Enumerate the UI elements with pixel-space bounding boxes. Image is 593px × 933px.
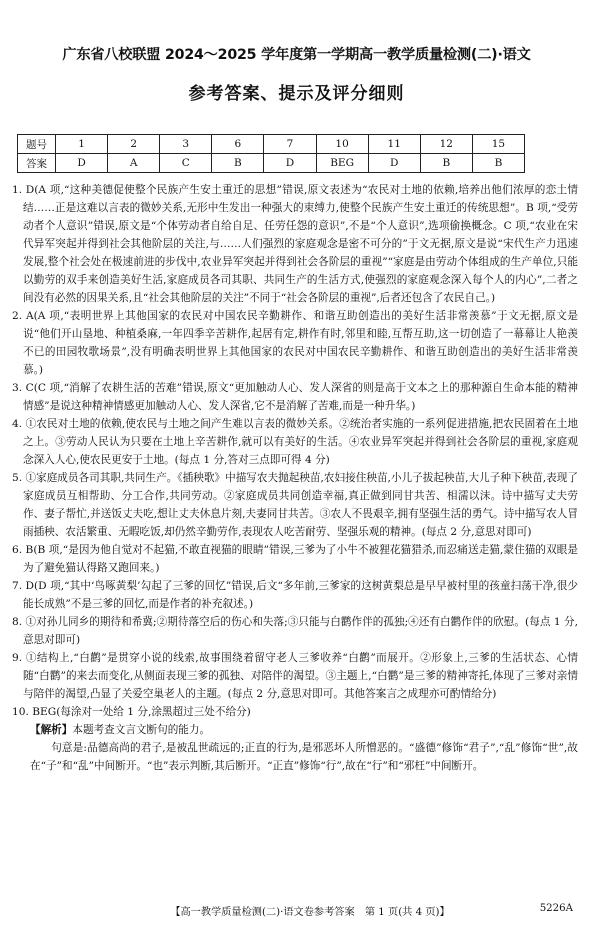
question-number: 3 [160, 135, 212, 154]
answer-letter: D [368, 154, 420, 173]
answer-letter: C [160, 154, 212, 173]
question-number: 6 [212, 135, 264, 154]
answer-letter: D [264, 154, 316, 173]
answer-item-2: 2. A(A 项,“表明世界上其他国家的农民对中国农民辛勤耕作、和谐互助创造出的美好生活非常羡慕”于文无据,原文是说“他们开山垦地、种植桑麻,一年四季辛苦耕作,起居有定,耕作有时,邻里和睦,互帮互助,这一切创造了一幕幕让人艳羡不已的田园牧歌场景”,没有明确表明世界上其他国家的农民对中国农民辛勤耕作、和谐互助创造出的美好生活非常羡慕。) [12, 310, 578, 376]
answer-item-5: 5. ①家庭成员各司其职,共同生产。《插秧歌》中描写农夫抛起秧苗,农妇接住秧苗,小儿子拔起秧苗,大儿子种下秧苗,表现了家庭成员互相帮助、分工合作,共同劳动。②家庭成员共同创造幸福,真正做到同甘共苦、相濡以沫。诗中描写丈夫劳作、妻子帮忙,并送饭丈夫吃,想让丈夫休息片刻,夫妻同甘共苦。③农人不畏艰辛,拥有坚强生活的勇气。诗中描写农人冒雨插秧、农活繁重、无暇吃饭,却仍然辛勤劳作,表现农人吃苦耐劳、坚强乐观的精神。(每点 2 分,意思对即可) [12, 472, 578, 538]
answer-item-6: 6. B(B 项,“是因为他自觉对不起猫,不敢直视猫的眼睛”错误,三爹为了小牛不被狸花猫猎杀,而忍痛送走猫,蒙住猫的双眼是为了避免猫认得路又跑回来。) [12, 544, 578, 574]
question-row-label: 题号 [18, 135, 56, 154]
question-number: 11 [368, 135, 420, 154]
answer-item-7: 7. D(D 项,“其中‘鸟啄黄梨’勾起了三爹的回忆”错误,后文“多年前,三爹家的这树黄梨总是早早被村里的孩童扫荡干净,很少能长成熟”不是三爹的回忆,而是作者的补充叙述。) [12, 580, 578, 610]
page-subtitle: 参考答案、提示及评分细则 [188, 84, 405, 104]
answer-letter: B [472, 154, 524, 173]
answer-letter: BEG [316, 154, 368, 173]
answer-table-question-row [18, 135, 525, 154]
answer-item-3: 3. C(C 项,“消解了农耕生活的苦难”错误,原文“更加触动人心、发人深省的则是高于文本之上的那种源自生命本能的精神情感”是说这种精神情感更加触动人心、发人深省,它不是消解了苦难,而是一种升华。) [12, 382, 578, 412]
analysis-line [12, 721, 578, 739]
question-number: 2 [108, 135, 160, 154]
analysis-tag: 【解析】 [30, 724, 73, 736]
answer-letter: D [56, 154, 108, 173]
answer-letter: B [212, 154, 264, 173]
answer-item-4: 4. ①农民对土地的依赖,使农民与土地之间产生难以言表的微妙关系。②统治者实施的一系列促进措施,把农民固着在土地之上。③劳动人民认为只要在土地上辛苦耕作,就可以有美好的生活。④农业异军突起并得到社会各阶层的重视,家庭观念深入人心,使农民更安于土地。(每点 1 分,答对三点即可得 4 分) [12, 418, 578, 466]
answer-explanations [12, 181, 578, 775]
answer-item-8: 8. ①对孙儿同乡的期待和希冀;②期待落空后的伤心和失落;③只能与白鹳作伴的孤独;④还有白鹳作伴的欣慰。(每点 1 分,意思对即可) [12, 616, 578, 646]
answer-table-answer-row [18, 154, 525, 173]
question-number: 15 [472, 135, 524, 154]
question-number: 7 [264, 135, 316, 154]
page-title: 广东省八校联盟 2024～2025 学年度第一学期高一教学质量检测(二)·语文 [62, 47, 531, 63]
answer-item-9: 9. ①结构上,“白鹳”是贯穿小说的线索,故事围绕着留守老人三爹收养“白鹳”而展开。②形象上,三爹的生活状态、心情随“白鹳”的来去而变化,从侧面表现三爹的孤独、对陪伴的渴望。③主题上,“白鹳”是三爹的精神寄托,体现了三爹对亲情与陪伴的渴望,凸显了关爱空巢老人的主题。(每点 2 分,意思对即可。其他答案言之成理亦可酌情给分) [12, 652, 578, 700]
answer-item-1: 1. D(A 项,“这种美德促使整个民族产生安土重迁的思想”错误,原文表述为“农民对土地的依赖,培养出他们浓厚的恋土情结……正是这难以言表的微妙关系,无形中生发出一种强大的束缚力,使整个民族产生安土重迁的传统思想”。B 项,“受劳动者个人意识”错误,原文是“个体劳动者自给自足、任劳任怨的意识”,不是“个人意识”,选项偷换概念。C 项,“农业在宋代异军突起并得到社会其他阶层的关注,与……人们强烈的家庭观念是密不可分的”于文无据,原文是说“宋代生产力迅速发展,整个社会处在极速前进的步伐中,农业异军突起并得到社会各阶层的重视”“家庭是由劳动个体组成的生产单位,只能以勤劳的双手来创造美好生活,家庭成员各司其职、共同生产的生活方式,使强烈的家庭观念深入每个人的内心”,二者之间没有必然的因果关系,且“社会其他阶层的关注”不同于“社会各阶层的重视”,后者还包含了农民自己。) [12, 184, 578, 304]
question-number: 12 [420, 135, 472, 154]
analysis-detail: 句意是:品德高尚的君子,是被乱世疏远的;正直的行为,是邪恶坏人所憎恶的。“盛德”修饰“君子”,“乱”修饰“世”,故在“子”和“乱”中间断开。“也”表示判断,其后断开。“正直”修饰“行”,故在“行”和“邪枉”中间断开。 [30, 742, 578, 772]
footer-center: 【高一教学质量检测(二)·语文卷参考答案 第 1 页(共 4 页)】 [170, 907, 450, 918]
question-number: 10 [316, 135, 368, 154]
answer-item-10: 10. BEG(每涂对一处给 1 分,涂黑超过三处不给分) [12, 706, 251, 718]
answer-table [17, 134, 525, 173]
footer-code: 5226A [539, 903, 573, 914]
analysis-text: 本题考查文言文断句的能力。 [72, 724, 211, 736]
answer-row-label: 答案 [18, 154, 56, 173]
answer-letter: A [108, 154, 160, 173]
answer-letter: B [420, 154, 472, 173]
question-number: 1 [56, 135, 108, 154]
